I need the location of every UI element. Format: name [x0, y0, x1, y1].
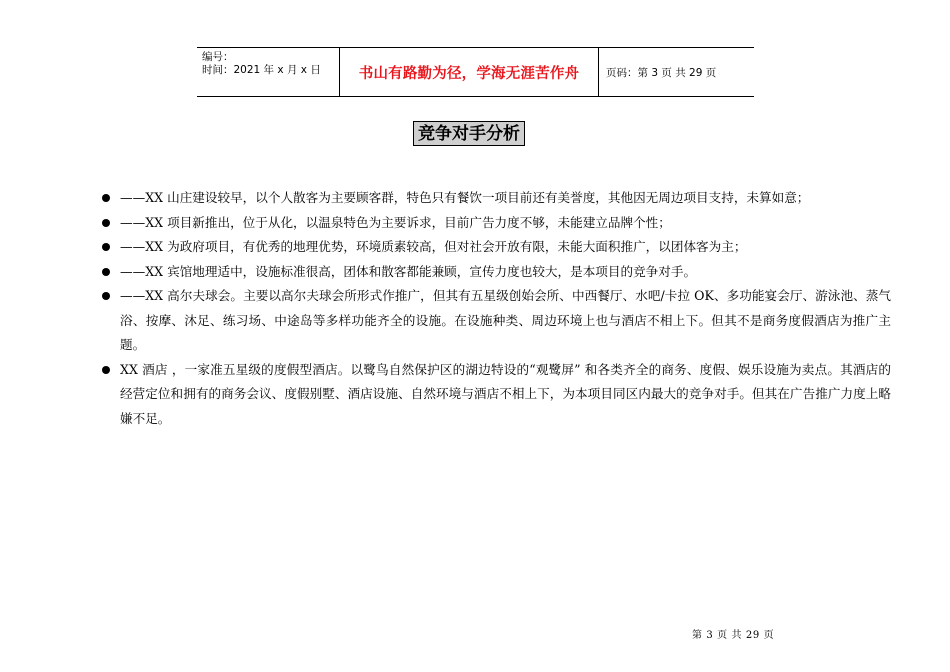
bullet-icon	[102, 268, 110, 276]
list-item	[101, 358, 891, 432]
list-item-text: ——XX 为政府项目，有优秀的地理优势，环境质素较高，但对社会开放有限，未能大面积推广，以团体客为主；	[120, 239, 747, 254]
list-item	[101, 186, 891, 211]
list-item	[101, 235, 891, 260]
page-header	[197, 47, 754, 97]
header-motto-cell	[340, 48, 599, 96]
list-item-text: ——XX 宾馆地理适中，设施标准很高，团体和散客都能兼顾，宣传力度也较大，是本项目的竞争对手。	[120, 263, 697, 279]
header-meta-cell	[197, 48, 340, 96]
document-title: 竞争对手分析	[413, 121, 525, 146]
bullet-icon	[102, 243, 110, 251]
bullet-icon	[102, 219, 110, 227]
page-footer: 第 3 页 共 29 页	[692, 630, 775, 641]
list-item	[101, 284, 891, 358]
list-item-text: ——XX 项目新推出，位于从化，以温泉特色为主要诉求，目前广告力度不够，未能建立品牌个性；	[120, 214, 671, 230]
list-item	[101, 211, 891, 236]
page-number-label: 页码：第 3 页 共 29 页	[606, 66, 717, 79]
list-item-text: ——XX 高尔夫球会。主要以高尔夫球会所形式作推广，但其有五星级创始会所、中西餐厅、水吧/卡拉 OK、多功能宴会厅、游泳池、蒸气浴、按摩、沐足、练习场、中途岛等多样功能齐全的设施。在设施种类、周边环境上也与酒店不相上下。但其不是商务度假酒店为推广主题。	[120, 288, 891, 352]
motto-text: 书山有路勤为径，学海无涯苦作舟	[358, 65, 580, 82]
bullet-icon	[102, 366, 110, 374]
list-item-text: XX 酒店 ，一家准五星级的度假型酒店。以鹭鸟自然保护区的湖边特设的“观鹭屏” 和各类齐全的商务、度假、娱乐设施为卖点。其酒店的经营定位和拥有的商务会议、度假别墅、酒店设施、自然环境与酒店不相上下，为本项目同区内最大的竞争对手。但其在广告推广力度上略嫌不足。	[120, 361, 891, 426]
serial-number-label: 编号：	[202, 51, 234, 63]
list-item	[101, 260, 891, 285]
bullet-icon	[102, 194, 110, 202]
list-item-text: ——XX 山庄建设较早，以个人散客为主要顾客群，特色只有餐饮一项目前还有美誉度，其他因无周边项目支持，未算如意；	[120, 190, 810, 205]
competitor-list	[101, 186, 891, 431]
date-label: 时间：2021 年 x 月 x 日	[202, 64, 321, 76]
header-page-cell	[599, 48, 754, 96]
bullet-icon	[102, 292, 110, 300]
